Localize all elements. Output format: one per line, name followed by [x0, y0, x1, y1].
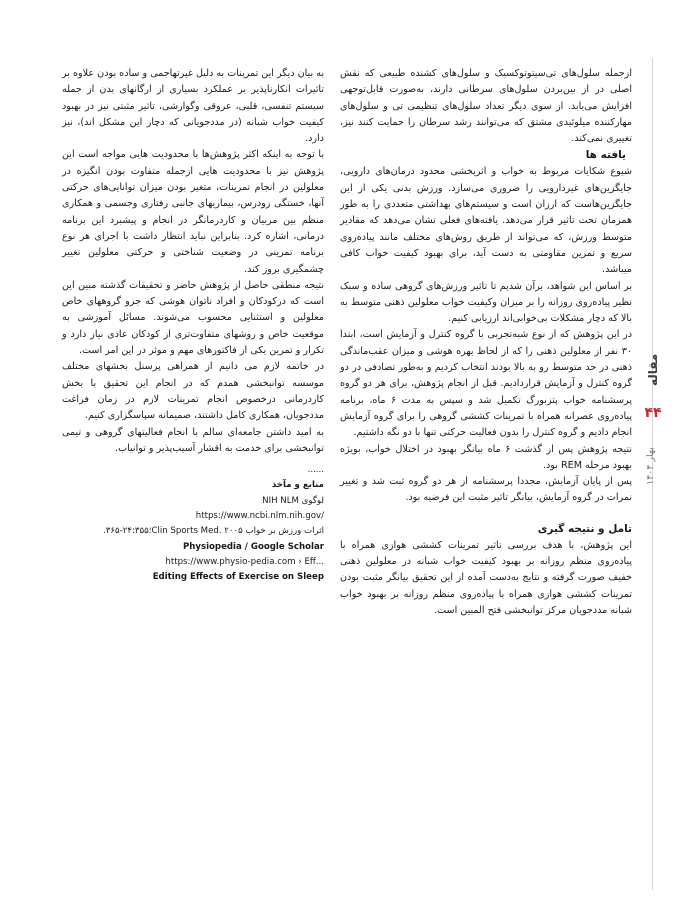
results-paragraph-2: بر اساس این شواهد، برآن شدیم تا تاثیر ورزش‌های گروهی ساده و سبک نظیر پیاده‌روی روزانه را بر میزان وکیفیت خواب معلولین ذهنی متوسط به بالا که دچار مشکلات بی‌خوابی‌اند ارزیابی کنیم. — [340, 280, 632, 325]
references-separator: ...... — [307, 465, 324, 476]
reference-item: Editing Effects of Exercise on Sleep — [152, 572, 324, 583]
section-label: مقاله — [646, 353, 660, 387]
right-column — [340, 66, 632, 619]
results-heading: یافته ها — [585, 149, 626, 162]
intro-paragraph: ازجمله سلول‌های تی‌سیتوتوکسیک و سلول‌های کشنده طبیعی که نقش اصلی در از بین‌بردن سلول‌های سرطانی دارند، به‌صورت قابل‌توجهی افزایش می‌یابد. از سوی دیگر تعداد سلول‌های تنظیمی تی و سلول‌های مهارکننده میلوئیدی مشتق که می‌توانند رشد سرطان را حمایت کنند نیز، تغییری نمی‌کند. — [340, 68, 632, 145]
left-paragraph-2: با توجه به اینکه اکثر پژوهش‌ها با محدودیت هایی مواجه است این پژوهش نیز با محدودیت هایی ازجمله متفاوت بودن انگیزه در معلولین در انجام تمرینات، متغیر بودن میزان توانایی‌های حرکتی آنها، خستگی زودرس، بیماریهای جانبی رفتاری وجسمی و همکاری منظم بین مربیان و کاردرمانگر در انجام و پیشبرد این برنامه درمانی، اشاره کرد. بنابراین نباید انتظار داشت با اجرای هر نوع برنامه تمرینی در وضعیت شناختی و حرکتی معلولین تغییر چشمگیری بروز کند. — [62, 149, 324, 275]
reference-link[interactable]: https://www.physio-pedia.com › Eff... — [165, 556, 324, 567]
left-paragraph-1: به بیان دیگر این تمرینات به دلیل غیرتهاجمی و ساده بودن علاوه بر تاثیرات انکارناپذیر بر عملکرد بسیاری از ارگانهای بدن از جمله سیستم تنفسی، قلبی، عروقی وگوارشی، تاثیر مثبتی نیز در بهبود کیفیت خواب شبانه (در مددجویانی که دچار این مشکل اند)، نیز دارد. — [62, 68, 324, 145]
left-column — [62, 66, 324, 586]
left-paragraph-3: نتیجه منطقی حاصل از پژوهش حاضر و تحقیقات گذشته مبین این است که درکودکان و افراد ناتوان هوشی که جزو گروههای خاص معلولین و استثنایی محسوب می‌شوند. مسائل آموزشی به موقعیت خاص و روشهای متفاوت‌تری از کودکان عادی نیاز دارد و تکرار و تمرین یکی از فاکتورهای مهم و موثر در این امر است. — [62, 279, 324, 357]
reference-item: اثرات ورزش بر خواب Clin Sports Med. ۲۰۰۵؛۲۴:۳۵۵-۳۶۵. — [103, 526, 324, 537]
results-paragraph-5: پس از پایان آزمایش، مجددا پرسشنامه از هر دو گروه ثبت شد و تغییر نمرات در گروه آزمایش، بیانگر تاثیر مثبت این فرضیه بود. — [340, 476, 632, 504]
left-paragraph-4: در خاتمه لازم می دانیم از همراهی پرسنل بخشهای مختلف موسسه توانبخشی همدم که در انجام این تحقیق با بخش کاردرمانی درخصوص انجام تمرینات لازم در زمان فراغت مددجویان، همکاری کامل داشتند، صمیمانه سپاسگزاری کنیم. — [62, 361, 324, 422]
results-paragraph-4: نتیجه پژوهش پس از گذشت ۶ ماه بیانگر بهبود در اختلال خواب، بویژه بهبود مرحله REM بود. — [340, 443, 632, 471]
conclusion-paragraph: این پژوهش، با هدف بررسی تاثیر تمرینات کششی هوازی همراه با پیاده‌روی منظم روزانه بر بهبود کیفیت خواب شبانه در معلولین ذهنی خفیف صورت گرفته و نتایج به‌دست آمده از این تحقیق بیانگر مثبت بودن تمرینات کششی هوازی همراه با پیاده‌روی منظم روزانه بر بهبود خواب شبانه مددجویان مرکز توانبخشی فتح المبین است. — [340, 539, 632, 616]
references — [62, 463, 324, 585]
left-paragraph-5: به امید داشتن جامعه‌ای سالم با انجام فعالیتهای گروهی و تیمی توانبخشی برای خدمت به اقشار آسیب‌پذیر و توانیاب. — [62, 426, 324, 454]
results-paragraph-1: شیوع شکایات مربوط به خواب و اثربخشی محدود درمان‌های دارویی، جایگزین‌های غیردارویی را ضروری می‌سازد. ورزش بدنی یکی از این جایگزین‌هاست که ارزان است و سیستم‌های بهداشتی متعددی را به طور همزمان تحت تاثیر قرار می‌دهد. یافته‌های فعلی نشان می‌دهد که مقادیر متوسط ورزش، که می‌تواند از طریق روش‌های مختلف مانند پیاده‌روی سریع و تمرین مقاومتی به دست آید، برای بهبود کیفیت خواب کافی میباشد. — [340, 166, 632, 276]
issue-label: بهار ۱۴۰۴ — [645, 447, 656, 485]
reference-item: لوگوی NIH NLM — [262, 495, 324, 506]
conclusion-heading: تامل و نتیجه گیری — [537, 522, 632, 535]
references-title: منابع و مآخذ — [271, 480, 324, 491]
results-paragraph-3: در این پژوهش که از نوع شبه‌تجربی با گروه کنترل و آزمایش است، ابتدا ۳۰ نفر از معلولین ذهنی را که از لحاظ بهره هوشی و میزان عقب‌ماندگی ذهنی در حد متوسط رو به بالا بودند انتخاب کردیم و به‌طور تصادفی در دو گروه کنترل و آزمایش قراردادیم. قبل از انجام پژوهش، برای هر دو گروه پرسشنامه خواب پتزبورگ تکمیل شد و سپس به مدت ۶ ماه، برنامه پیاده‌روی عصرانه همراه با تمرینات کششی گروهی را برای گروه آزمایش انجام دادیم و گروه کنترل را بدون فعالیت حرکتی تنها با دو نگه داشتیم. — [340, 329, 633, 439]
reference-link[interactable]: https://www.ncbi.nlm.nih.gov/ — [195, 511, 324, 522]
reference-item: Physiopedia / Google Scholar — [182, 541, 324, 552]
page-number: ۴۴ — [644, 405, 662, 421]
